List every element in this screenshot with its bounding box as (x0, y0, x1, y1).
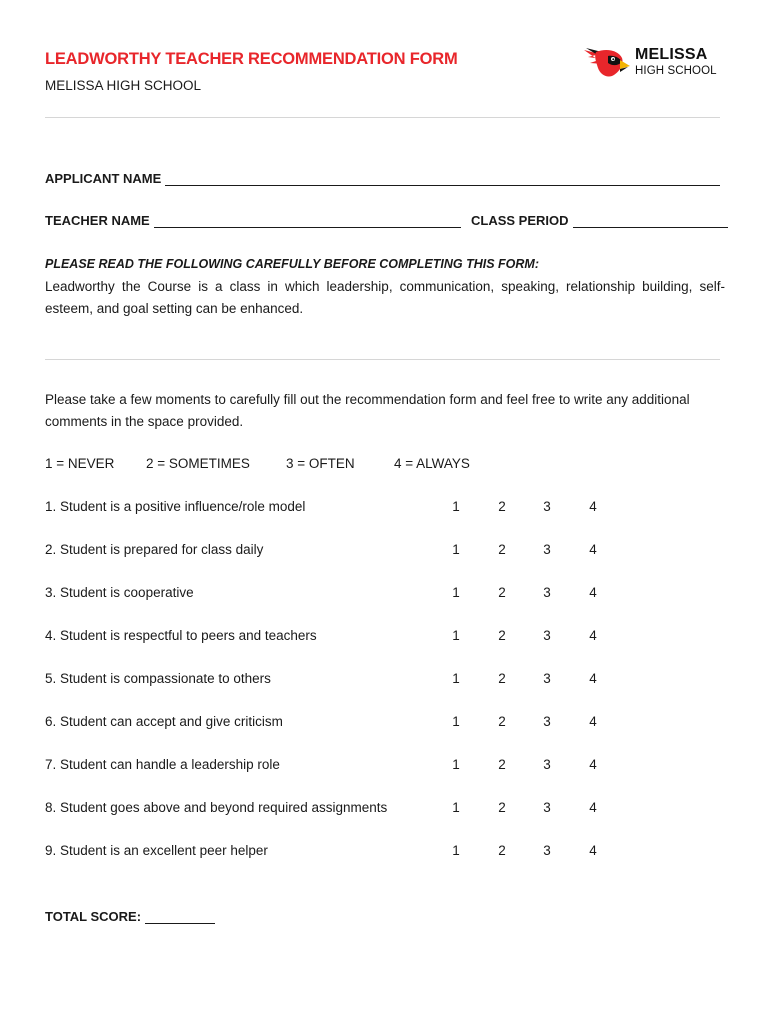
intro-paragraph: Leadworthy the Course is a class in which leadership, communication, speaking, relationship building, self-esteem, and goal setting can be enhanced. (45, 279, 725, 316)
applicant-name-label: APPLICANT NAME (45, 171, 162, 186)
scale-sometimes: 2 = SOMETIMES (146, 456, 250, 471)
rating-item (45, 542, 605, 562)
scale-always: 4 = ALWAYS (394, 456, 470, 471)
rating-option-2[interactable]: 2 (498, 800, 506, 815)
rating-option-1[interactable]: 1 (452, 714, 460, 729)
class-period-label: CLASS PERIOD (471, 213, 569, 228)
school-name: MELISSA HIGH SCHOOL (45, 78, 202, 93)
rating-option-4[interactable]: 4 (589, 499, 597, 514)
logo-subtitle: HIGH SCHOOL (635, 65, 717, 77)
rating-option-1[interactable]: 1 (452, 843, 460, 858)
total-score-label: TOTAL SCORE: (45, 909, 142, 924)
teacher-name-label: TEACHER NAME (45, 213, 150, 228)
rating-option-4[interactable]: 4 (589, 671, 597, 686)
rating-item (45, 585, 605, 605)
applicant-name-field[interactable] (45, 171, 720, 186)
cardinal-mascot-icon (582, 44, 632, 82)
school-logo (582, 44, 722, 84)
rating-item (45, 671, 605, 691)
rating-option-2[interactable]: 2 (498, 714, 506, 729)
rating-item-label: 6. Student can accept and give criticism (45, 714, 283, 729)
class-period-blank[interactable] (573, 216, 728, 228)
rating-option-1[interactable]: 1 (452, 628, 460, 643)
total-score-field[interactable] (45, 909, 215, 924)
rating-option-3[interactable]: 3 (543, 499, 551, 514)
rating-item (45, 714, 605, 734)
rating-option-2[interactable]: 2 (498, 757, 506, 772)
header-divider (45, 117, 720, 118)
rating-item (45, 628, 605, 648)
rating-option-4[interactable]: 4 (589, 585, 597, 600)
rating-item-label: 3. Student is cooperative (45, 585, 194, 600)
logo-wordmark: MELISSA (635, 46, 708, 63)
rating-item (45, 800, 605, 820)
rating-item-label: 2. Student is prepared for class daily (45, 542, 264, 557)
rating-item (45, 843, 605, 863)
rating-option-1[interactable]: 1 (452, 542, 460, 557)
rating-option-3[interactable]: 3 (543, 800, 551, 815)
instructions-paragraph: Please take a few moments to carefully fill out the recommendation form and feel free to write any additional comments in the space provided. (45, 392, 690, 429)
rating-option-3[interactable]: 3 (543, 628, 551, 643)
rating-option-1[interactable]: 1 (452, 671, 460, 686)
rating-option-2[interactable]: 2 (498, 843, 506, 858)
instructions-notice: PLEASE READ THE FOLLOWING CAREFULLY BEFORE COMPLETING THIS FORM: (45, 257, 539, 271)
rating-option-4[interactable]: 4 (589, 542, 597, 557)
total-score-blank[interactable] (145, 912, 215, 924)
rating-option-2[interactable]: 2 (498, 542, 506, 557)
rating-option-1[interactable]: 1 (452, 499, 460, 514)
applicant-name-blank[interactable] (165, 174, 720, 186)
rating-option-4[interactable]: 4 (589, 757, 597, 772)
rating-option-4[interactable]: 4 (589, 843, 597, 858)
rating-item-label: 8. Student goes above and beyond required assignments (45, 800, 388, 815)
rating-option-3[interactable]: 3 (543, 542, 551, 557)
rating-option-4[interactable]: 4 (589, 800, 597, 815)
teacher-name-blank[interactable] (154, 216, 461, 228)
rating-item-label: 9. Student is an excellent peer helper (45, 843, 268, 858)
rating-option-3[interactable]: 3 (543, 843, 551, 858)
rating-option-3[interactable]: 3 (543, 757, 551, 772)
scale-often: 3 = OFTEN (286, 456, 355, 471)
rating-option-1[interactable]: 1 (452, 800, 460, 815)
section-divider (45, 359, 720, 360)
rating-item-label: 4. Student is respectful to peers and teachers (45, 628, 317, 643)
rating-item-label: 1. Student is a positive influence/role model (45, 499, 306, 514)
rating-option-3[interactable]: 3 (543, 585, 551, 600)
rating-option-4[interactable]: 4 (589, 714, 597, 729)
rating-item (45, 499, 605, 519)
rating-option-4[interactable]: 4 (589, 628, 597, 643)
form-title: LEADWORTHY TEACHER RECOMMENDATION FORM (45, 50, 458, 68)
rating-option-1[interactable]: 1 (452, 757, 460, 772)
rating-item (45, 757, 605, 777)
class-period-field[interactable] (471, 213, 728, 228)
rating-option-1[interactable]: 1 (452, 585, 460, 600)
teacher-name-field[interactable] (45, 213, 461, 228)
rating-option-2[interactable]: 2 (498, 628, 506, 643)
rating-option-3[interactable]: 3 (543, 714, 551, 729)
rating-item-label: 7. Student can handle a leadership role (45, 757, 280, 772)
rating-option-2[interactable]: 2 (498, 671, 506, 686)
rating-option-2[interactable]: 2 (498, 585, 506, 600)
rating-option-2[interactable]: 2 (498, 499, 506, 514)
rating-option-3[interactable]: 3 (543, 671, 551, 686)
rating-item-label: 5. Student is compassionate to others (45, 671, 271, 686)
scale-never: 1 = NEVER (45, 456, 115, 471)
